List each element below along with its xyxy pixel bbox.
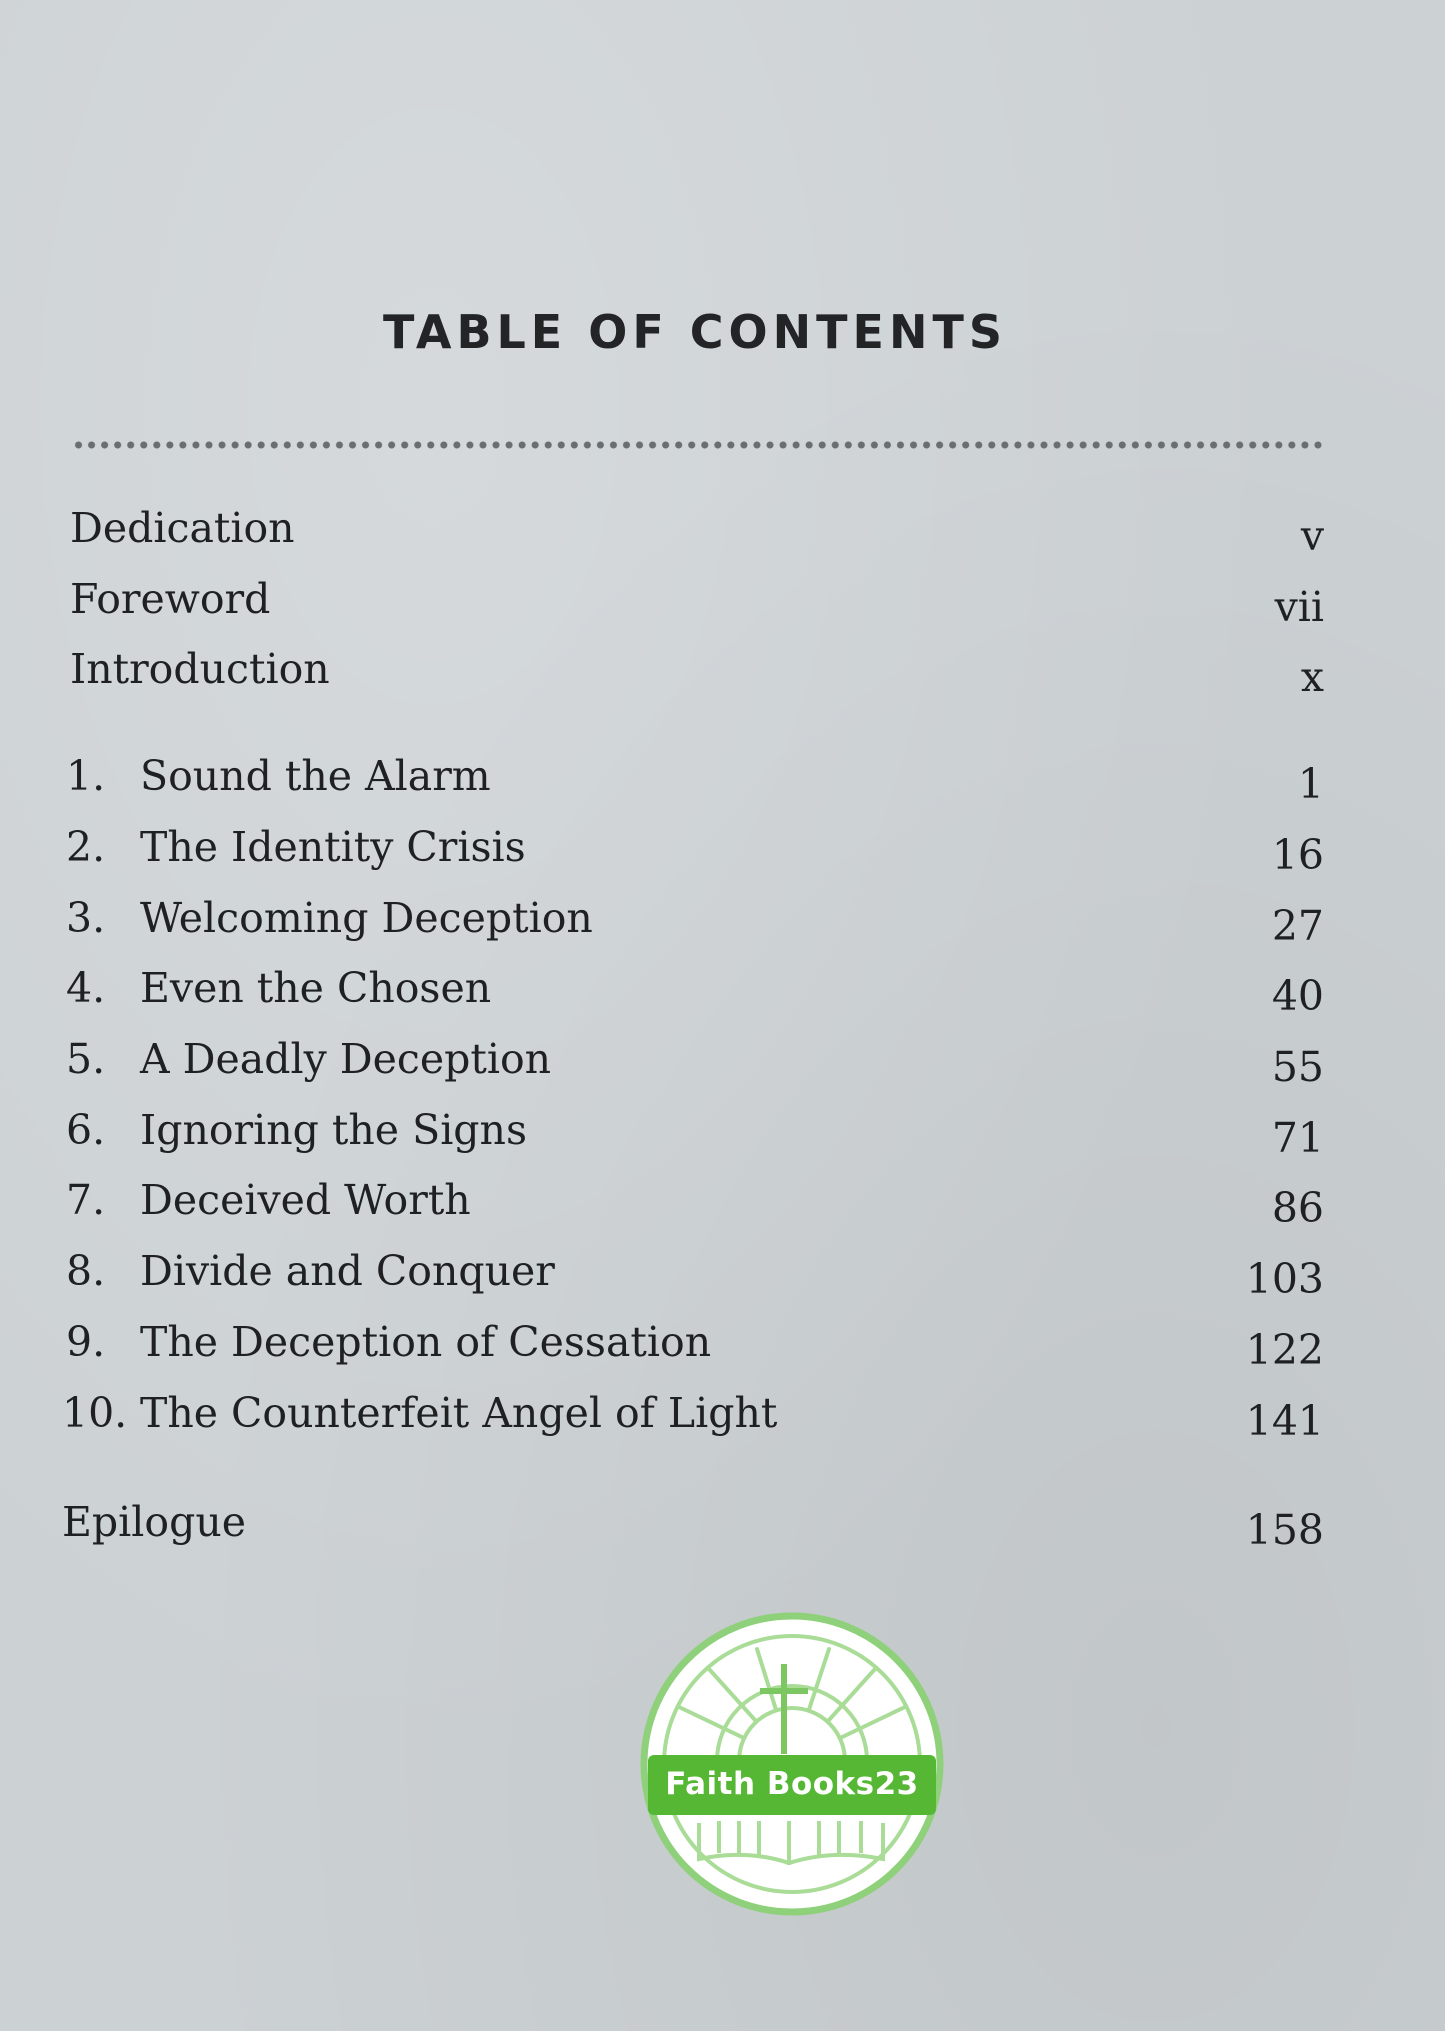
- chapter-number: 6.: [66, 1106, 106, 1154]
- toc-chapter-7: [62, 1170, 1324, 1230]
- toc-chapter-6: [62, 1100, 1324, 1160]
- toc-entry-page: v: [1300, 512, 1324, 560]
- chapter-number: 3.: [66, 894, 106, 942]
- chapter-number: 2.: [66, 823, 106, 871]
- chapter-title: Welcoming Deception: [140, 894, 593, 942]
- chapter-number: 5.: [66, 1035, 106, 1083]
- chapter-number: 9.: [66, 1318, 106, 1366]
- chapter-page: 1: [1297, 760, 1324, 808]
- toc-chapter-3: [62, 888, 1324, 948]
- toc-entry-page: vii: [1274, 583, 1324, 631]
- toc-entry-label: Introduction: [70, 645, 330, 693]
- chapter-title: The Deception of Cessation: [140, 1318, 712, 1366]
- chapter-page: 16: [1271, 831, 1324, 879]
- toc-entry-epilogue: [62, 1492, 1324, 1552]
- chapter-title: Sound the Alarm: [140, 752, 491, 800]
- chapter-title: The Identity Crisis: [140, 823, 526, 871]
- toc-chapter-1: [62, 746, 1324, 806]
- chapter-title: Divide and Conquer: [140, 1247, 555, 1295]
- chapter-page: 27: [1271, 902, 1324, 950]
- chapter-page: 103: [1245, 1255, 1324, 1303]
- chapter-title: Even the Chosen: [140, 964, 492, 1012]
- toc-entry-label: Epilogue: [62, 1498, 246, 1546]
- chapter-page: 122: [1245, 1326, 1324, 1374]
- chapter-page: 86: [1271, 1184, 1324, 1232]
- chapter-title: The Counterfeit Angel of Light: [140, 1389, 778, 1437]
- chapter-number: 1.: [66, 752, 106, 800]
- toc-entry-foreword: [62, 569, 1324, 629]
- chapter-number: 4.: [66, 964, 106, 1012]
- chapter-number: 7.: [66, 1176, 106, 1224]
- toc-chapter-8: [62, 1241, 1324, 1301]
- chapter-page: 71: [1271, 1114, 1324, 1162]
- watermark-text: Faith Books23: [665, 1766, 919, 1802]
- toc-entry-label: Foreword: [70, 575, 271, 623]
- chapter-title: Ignoring the Signs: [140, 1106, 527, 1154]
- toc-chapter-2: [62, 817, 1324, 877]
- toc-chapter-5: [62, 1029, 1324, 1089]
- toc-chapter-10: [62, 1383, 1324, 1443]
- chapter-number: 8.: [66, 1247, 106, 1295]
- toc-chapter-9: [62, 1312, 1324, 1372]
- page-title: TABLE OF CONTENTS: [383, 305, 1007, 359]
- chapter-number: 10.: [62, 1389, 128, 1437]
- chapter-page: 55: [1271, 1043, 1324, 1091]
- toc-entry-dedication: [62, 498, 1324, 558]
- toc-entry-introduction: [62, 639, 1324, 699]
- chapter-page: 141: [1245, 1397, 1324, 1445]
- toc-entry-label: Dedication: [70, 504, 295, 552]
- toc-chapter-4: [62, 958, 1324, 1018]
- chapter-page: 40: [1271, 972, 1324, 1020]
- chapter-title: A Deadly Deception: [140, 1035, 552, 1083]
- toc-entry-page: x: [1300, 653, 1324, 701]
- toc-entry-page: 158: [1245, 1506, 1324, 1554]
- chapter-title: Deceived Worth: [140, 1176, 471, 1224]
- dotted-divider: [72, 438, 1324, 452]
